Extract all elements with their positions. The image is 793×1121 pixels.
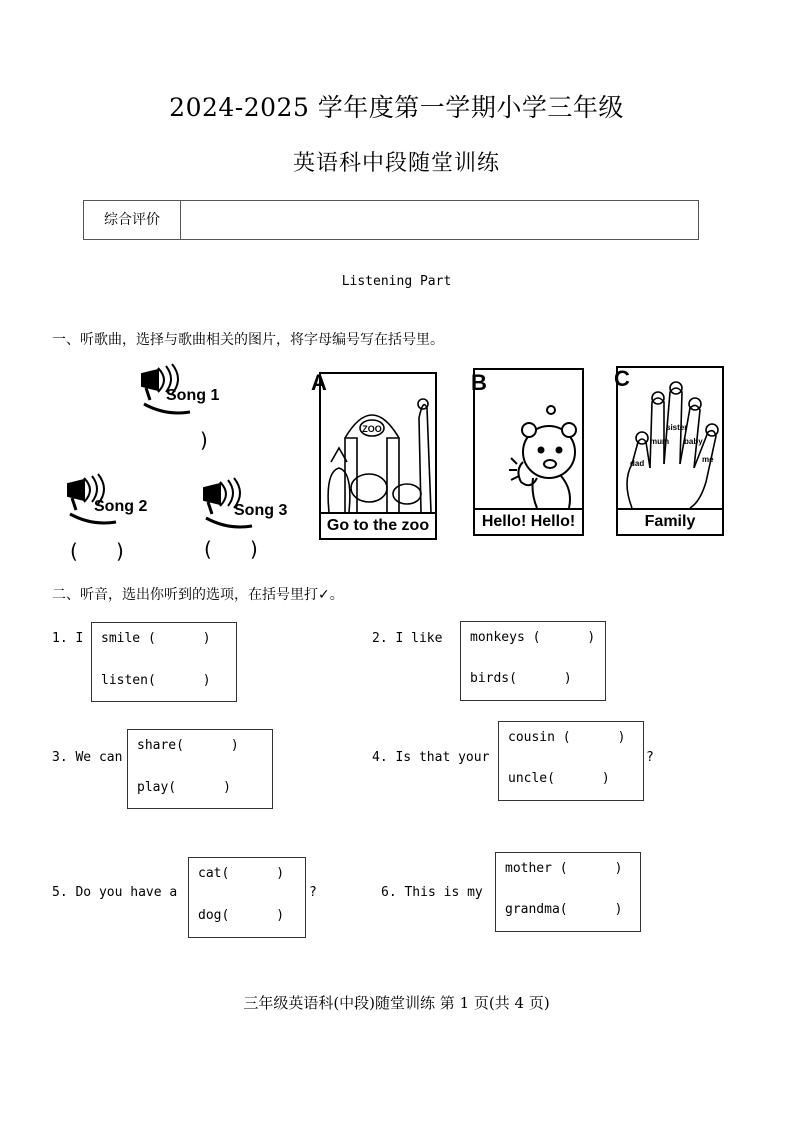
finger-word-sister: sister: [666, 423, 688, 432]
evaluation-label: 综合评价: [84, 201, 181, 239]
finger-family-illustration: [620, 372, 724, 508]
picture-card-a: [311, 370, 437, 540]
card-c-letter: C: [614, 366, 630, 391]
card-b-caption: Hello! Hello!: [475, 508, 582, 534]
song3-label: Song 3: [234, 502, 288, 519]
finger-word-mum: mum: [650, 437, 670, 446]
song1-group: [136, 360, 226, 420]
option-mother[interactable]: mother ( ): [505, 861, 623, 876]
question-3-options: [127, 729, 273, 809]
question-1-options: [91, 622, 237, 702]
option-listen[interactable]: listen( ): [101, 673, 211, 688]
zoo-gate-illustration: [323, 378, 435, 512]
picture-card-c: [616, 366, 724, 536]
finger-word-dad: dad: [630, 459, 645, 468]
option-grandma[interactable]: grandma( ): [505, 902, 623, 917]
song2-answer-bracket[interactable]: ( ): [70, 539, 124, 563]
zoo-sign: ZOO: [362, 424, 382, 434]
question-4-prefix: 4. Is that your: [372, 750, 490, 765]
page-title: 2024-2025 学年度第一学期小学三年级: [169, 93, 624, 122]
song1-label: Song 1: [166, 387, 220, 404]
finger-word-me: me: [702, 455, 714, 464]
song3-group: [198, 474, 288, 534]
option-uncle[interactable]: uncle( ): [508, 771, 610, 786]
option-cousin[interactable]: cousin ( ): [508, 730, 626, 745]
song3-answer-bracket[interactable]: ( ): [204, 537, 258, 561]
bear-waving-illustration: [477, 390, 583, 508]
card-a-letter: A: [311, 370, 327, 395]
question-4-options: [498, 721, 644, 801]
question-4-suffix: ?: [646, 750, 654, 765]
evaluation-box: [83, 200, 699, 240]
card-b-letter: B: [471, 370, 487, 395]
question-3-prefix: 3. We can: [52, 750, 123, 765]
question-2-prefix: 2. I like: [372, 631, 443, 646]
option-smile[interactable]: smile ( ): [101, 631, 211, 646]
picture-card-b: [473, 368, 584, 536]
page-footer: 三年级英语科(中段)随堂训练 第 1 页(共 4 页): [243, 994, 550, 1012]
question-2-options: [460, 621, 606, 701]
song1-answer-bracket[interactable]: ): [200, 428, 208, 452]
song2-group: [62, 470, 152, 530]
option-birds[interactable]: birds( ): [470, 671, 572, 686]
option-share[interactable]: share( ): [137, 738, 239, 753]
finger-word-baby: baby: [684, 437, 703, 446]
card-a-caption: Go to the zoo: [321, 512, 435, 538]
listening-part-heading: Listening Part: [341, 274, 452, 289]
option-play[interactable]: play( ): [137, 780, 231, 795]
question-1-prefix: 1. I: [52, 631, 84, 646]
option-monkeys[interactable]: monkeys ( ): [470, 630, 596, 645]
card-c-caption: Family: [618, 508, 722, 534]
question-5-options: [188, 857, 306, 938]
question-5-suffix: ?: [309, 885, 317, 900]
section1-instruction: 一、听歌曲，选择与歌曲相关的图片，将字母编号写在括号里。: [52, 332, 444, 348]
question-6-options: [495, 852, 641, 932]
option-dog[interactable]: dog( ): [198, 908, 285, 923]
option-cat[interactable]: cat( ): [198, 866, 285, 881]
section2-instruction: 二、听音，选出你听到的选项，在括号里打✓。: [52, 587, 344, 603]
question-5-prefix: 5. Do you have a: [52, 885, 178, 900]
song2-label: Song 2: [94, 498, 148, 515]
page-subtitle: 英语科中段随堂训练: [292, 151, 500, 176]
question-6-prefix: 6. This is my: [381, 885, 483, 900]
